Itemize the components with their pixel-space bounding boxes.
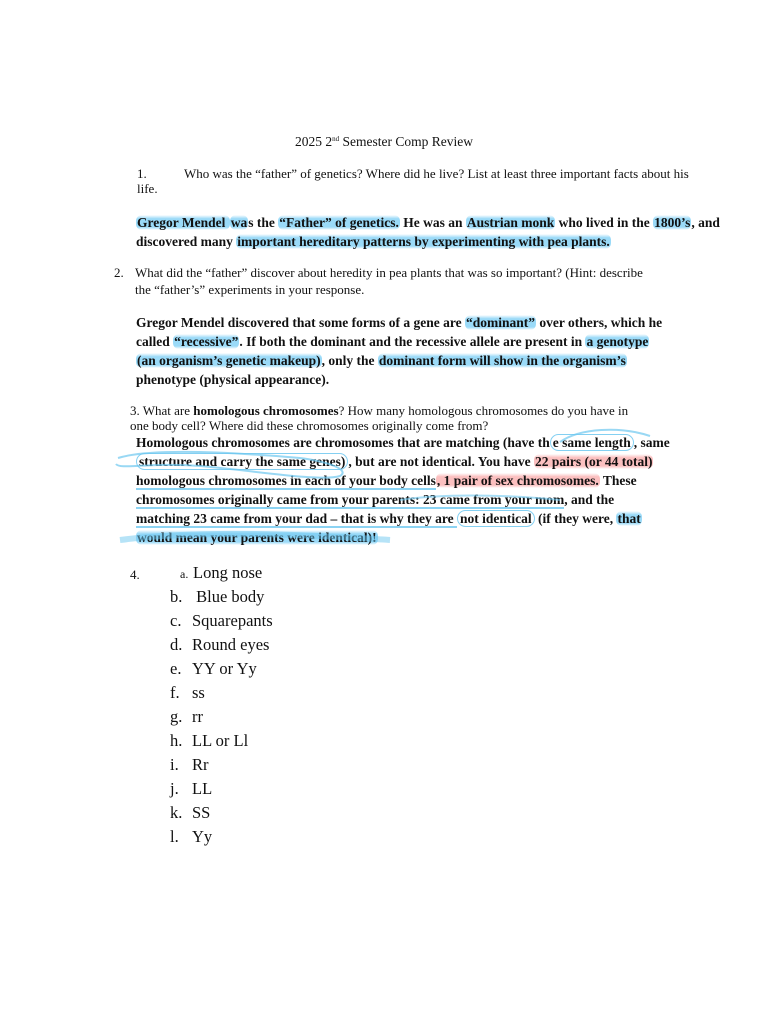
q1-text: Who was the “father” of genetics? Where did he live? List at least three important facts about his [184,166,689,181]
q3-text-cont: one body cell? Where did these chromosomes originally come from? [130,418,489,433]
list-item: d. Round eyes [170,635,270,654]
page-title: 2025 2nd Semester Comp Review [295,134,473,149]
q3-answer: Homologous chromosomes are chromosomes that are matching (have th e same length , same structure and carry the same genes) , but are not identical. You have 22 pairs (or 44 total) homologous chromosomes in each of your body cells, 1 pair of sex chromosomes. These chromosomes originally came from your parents: 23 came from your mom, and the matching 23 came from your dad – that is why they are not identical (if they were, that would mean your parents were identical)! [136,435,670,545]
q2-answer: Gregor Mendel discovered that some forms of a gene are “dominant” over others, which he called “recessive”. If both the dominant and the recessive allele are present in a genotype (an organism’s genetic makeup), only the dominant form will show in the organism’s phenotype (physical appearance). [136,315,663,387]
list-item: l. Yy [170,827,213,846]
list-item: e. YY or Yy [170,659,257,678]
q2-text: What did the “father” discover about heredity in pea plants that was so important? (Hint: describe [135,265,643,280]
q4-number: 4. [130,567,140,582]
list-item: h. LL or Ll [170,731,249,750]
q1-text-cont: life. [137,181,158,196]
q3-text: 3. What are homologous chromosomes? How many homologous chromosomes do you have in [130,403,629,418]
list-item: g. rr [170,707,203,726]
q1-answer: Gregor Mendel was the “Father” of genetics. He was an Austrian monk who lived in the 1800’s, and discovered many important hereditary patterns by experimenting with pea plants. [136,215,720,249]
list-item: f. ss [170,683,205,702]
list-item: i. Rr [170,755,209,774]
list-item: b. Blue body [170,587,265,606]
list-item: a. Long nose [180,563,263,582]
q2-text-cont: the “father’s” experiments in your response. [135,282,365,297]
q1-number: 1. [137,166,147,181]
q4-answer-list [170,562,273,850]
list-item: c. Squarepants [170,611,273,630]
q2-number: 2. [114,265,124,280]
list-item: k. SS [170,803,211,822]
list-item: j. LL [170,779,213,798]
